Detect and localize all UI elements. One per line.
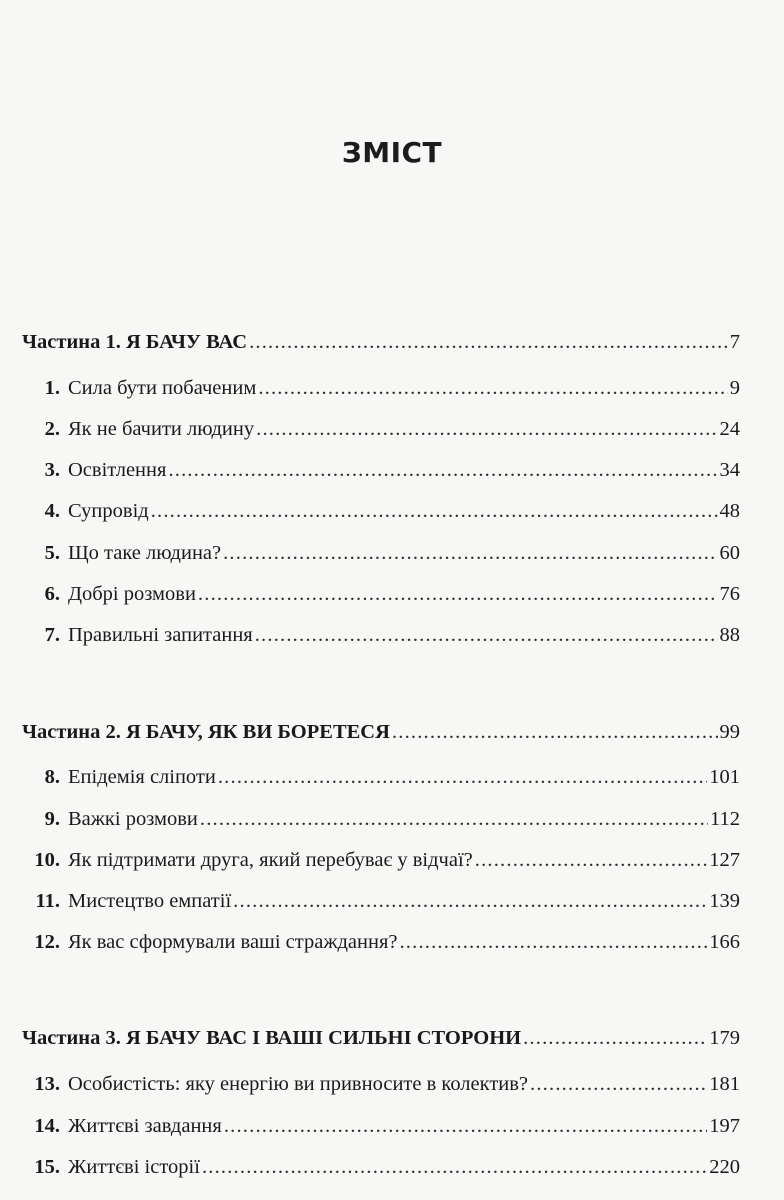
toc-page-number: 99 (719, 721, 740, 743)
dot-leader (223, 538, 717, 568)
dot-leader (399, 927, 707, 957)
toc-chapter-10[interactable] (22, 845, 740, 875)
toc-page-number: 166 (709, 931, 740, 953)
toc-chapter-label: Епідемія сліпоти (68, 766, 216, 788)
toc-chapter-label: Сила бути побаченим (68, 377, 257, 399)
toc-chapter-5[interactable] (22, 538, 740, 568)
toc-chapter-8[interactable] (22, 762, 740, 792)
dot-leader (218, 762, 707, 792)
dot-leader (200, 804, 708, 834)
toc-chapter-label: Правильні запитання (68, 624, 253, 646)
toc-chapter-13[interactable] (22, 1069, 740, 1099)
toc-chapter-number: 3. (44, 459, 60, 481)
toc-chapter-number: 7. (44, 624, 60, 646)
toc-page-number: 139 (709, 890, 740, 912)
toc-chapter-label: Добрі розмови (68, 583, 196, 605)
dot-leader (224, 1111, 707, 1141)
toc-page-number: 76 (719, 583, 740, 605)
toc-chapter-number: 9. (44, 808, 60, 830)
dot-leader (256, 414, 717, 444)
toc-page-number: 179 (709, 1027, 740, 1049)
toc-page-number: 24 (719, 418, 740, 440)
dot-leader (530, 1069, 707, 1099)
toc-chapter-number: 11. (35, 890, 60, 912)
toc-chapter-number: 8. (44, 766, 60, 788)
toc-chapter-label: Супровід (68, 500, 149, 522)
toc-page-number: 9 (729, 377, 740, 399)
toc-page-number: 7 (729, 331, 740, 353)
dot-leader (202, 1152, 707, 1182)
dot-leader (198, 579, 718, 609)
toc-page-number: 112 (710, 808, 740, 830)
toc-chapter-number: 13. (34, 1073, 60, 1095)
dot-leader (151, 496, 718, 526)
toc-chapter-number: 10. (34, 849, 60, 871)
toc-part-label: Частина 1. Я БАЧУ ВАС (22, 331, 248, 353)
toc-chapter-number: 5. (44, 542, 60, 564)
toc-chapter-9[interactable] (22, 804, 740, 834)
toc-chapter-1[interactable] (22, 373, 740, 403)
toc-chapter-label: Життєві історії (68, 1156, 200, 1178)
toc-chapter-15[interactable] (22, 1152, 740, 1182)
dot-leader (168, 455, 717, 485)
toc-part-1[interactable] (22, 327, 740, 357)
toc-chapter-label: Що таке людина? (68, 542, 222, 564)
toc-page-number: 88 (719, 624, 740, 646)
toc-chapter-4[interactable] (22, 496, 740, 526)
page-title: ЗМІСТ (341, 136, 443, 169)
toc-chapter-label: Мистецтво емпатії (68, 890, 232, 912)
dot-leader (392, 717, 718, 747)
toc-chapter-14[interactable] (22, 1111, 740, 1141)
toc-chapter-7[interactable] (22, 620, 740, 650)
toc-chapter-label: Життєві завдання (68, 1115, 222, 1137)
toc-chapter-number: 15. (34, 1156, 60, 1178)
dot-leader (523, 1023, 707, 1053)
toc-chapter-number: 2. (44, 418, 60, 440)
toc-page-number: 181 (709, 1073, 740, 1095)
dot-leader (249, 327, 728, 357)
toc-page-number: 48 (719, 500, 740, 522)
dot-leader (233, 886, 707, 916)
dot-leader (258, 373, 727, 403)
toc-chapter-label: Особистість: яку енергію ви привносите в колектив? (68, 1073, 529, 1095)
toc-chapter-12[interactable] (22, 927, 740, 957)
toc-chapter-number: 12. (34, 931, 60, 953)
toc-chapter-number: 6. (44, 583, 60, 605)
dot-leader (255, 620, 718, 650)
dot-leader (475, 845, 708, 875)
toc-chapter-11[interactable] (22, 886, 740, 916)
toc-chapter-label: Як не бачити людину (68, 418, 255, 440)
toc-chapter-label: Як підтримати друга, який перебуває у відчаї? (68, 849, 473, 871)
toc-page-number: 127 (709, 849, 740, 871)
toc-chapter-6[interactable] (22, 579, 740, 609)
toc-page-number: 101 (709, 766, 740, 788)
toc-part-3[interactable] (22, 1023, 740, 1053)
toc-chapter-label: Освітлення (68, 459, 167, 481)
toc-part-label: Частина 2. Я БАЧУ, ЯК ВИ БОРЕТЕСЯ (22, 721, 390, 743)
toc-page-number: 220 (709, 1156, 740, 1178)
toc-chapter-number: 14. (34, 1115, 60, 1137)
toc-part-label: Частина 3. Я БАЧУ ВАС І ВАШІ СИЛЬНІ СТОРОНИ (22, 1027, 522, 1049)
toc-part-2[interactable] (22, 717, 740, 747)
toc-chapter-number: 1. (44, 377, 60, 399)
toc-chapter-3[interactable] (22, 455, 740, 485)
toc-page-number: 197 (709, 1115, 740, 1137)
toc-chapter-number: 4. (44, 500, 60, 522)
toc-chapter-2[interactable] (22, 414, 740, 444)
toc-chapter-label: Важкі розмови (68, 808, 198, 830)
toc-page-number: 60 (719, 542, 740, 564)
toc-chapter-label: Як вас сформували ваші страждання? (68, 931, 398, 953)
toc-page-number: 34 (719, 459, 740, 481)
